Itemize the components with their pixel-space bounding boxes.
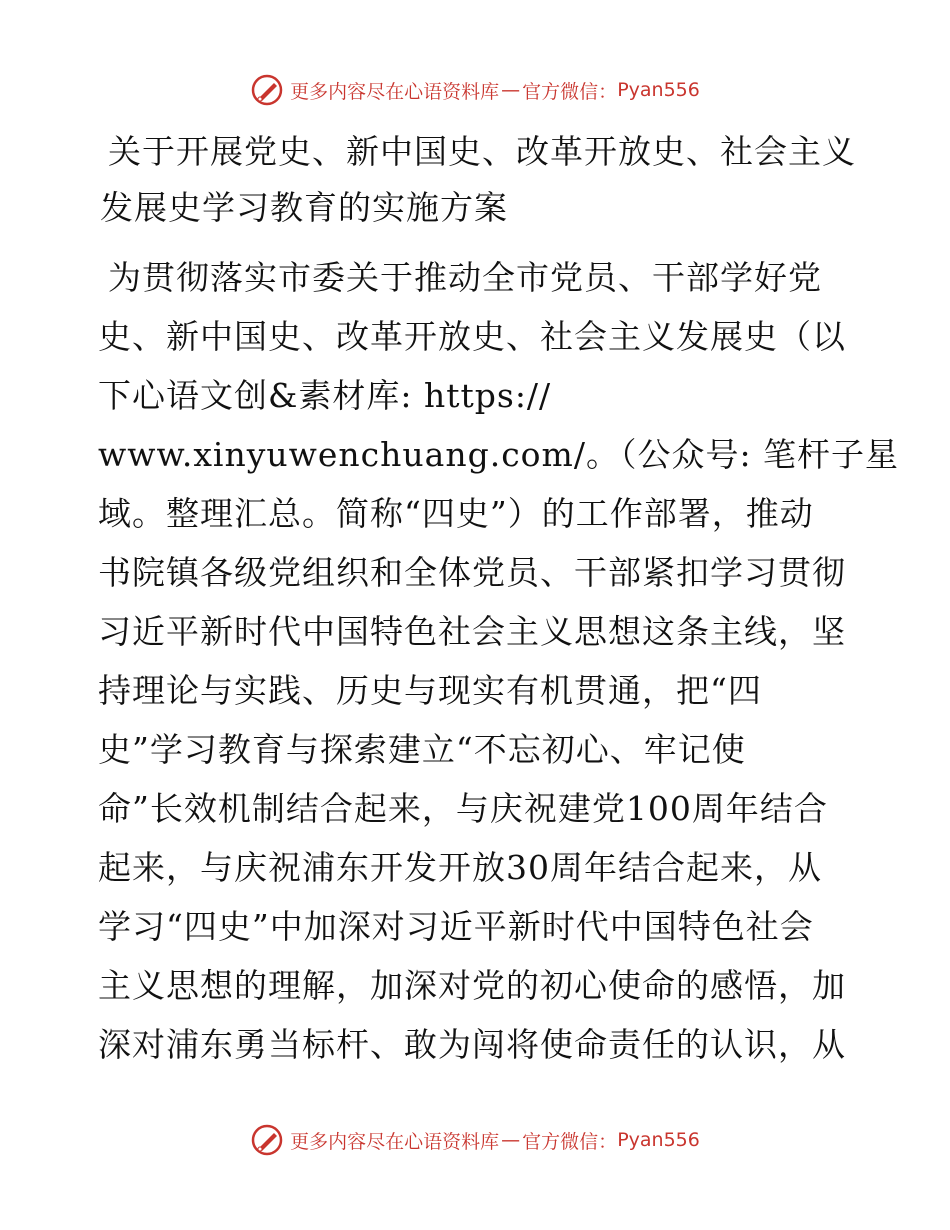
body-line: 深对浦东勇当标杆、敢为闯将使命责任的认识，从 (98, 1025, 846, 1064)
body-line: 史”学习教育与探索建立“不忘初心、牢记使 (98, 730, 746, 769)
footer-watermark (0, 1120, 950, 1160)
watermark-wechat-id: Pyan556 (617, 1129, 700, 1151)
body-line: 域。整理汇总。简称“四史”）的工作部署，推动 (98, 494, 814, 533)
body-line: 学习“四史”中加深对习近平新时代中国特色社会 (98, 907, 814, 946)
document-body (98, 248, 900, 1074)
watermark-separator: — (501, 1129, 521, 1151)
body-line: 下心语文创&素材库: https:// (98, 376, 552, 415)
body-line: 命”长效机制结合起来，与庆祝建党100周年结合 (98, 789, 828, 828)
body-line: 书院镇各级党组织和全体党员、干部紧扣学习贯彻 (98, 553, 846, 592)
body-line: 主义思想的理解，加深对党的初心使命的感悟，加 (98, 966, 846, 1005)
watermark-text: 更多内容尽在心语资料库 (290, 1130, 500, 1153)
watermark-separator: — (501, 79, 521, 101)
watermark-text: 更多内容尽在心语资料库 (290, 80, 500, 103)
document-title: 关于开展党史、新中国史、改革开放史、社会主义发展史学习教育的实施方案 (100, 132, 856, 227)
body-line: 起来，与庆祝浦东开发开放30周年结合起来，从 (98, 848, 822, 887)
body-line: 习近平新时代中国特色社会主义思想这条主线，坚 (98, 612, 846, 651)
watermark-wechat-label: 官方微信： (522, 80, 618, 103)
pen-logo-icon (250, 1123, 284, 1157)
body-line: 为贯彻落实市委关于推动全市党员、干部学好党 (108, 258, 822, 297)
watermark-wechat-id: Pyan556 (617, 79, 700, 101)
body-line: www.xinyuwenchuang.com/。（公众号: 笔杆子星 (98, 435, 900, 474)
watermark-wechat-label: 官方微信： (522, 1130, 618, 1153)
header-watermark (0, 70, 950, 110)
pen-logo-icon (250, 73, 284, 107)
body-line: 持理论与实践、历史与现实有机贯通，把“四 (98, 671, 762, 710)
body-line: 史、新中国史、改革开放史、社会主义发展史（以 (98, 317, 846, 356)
